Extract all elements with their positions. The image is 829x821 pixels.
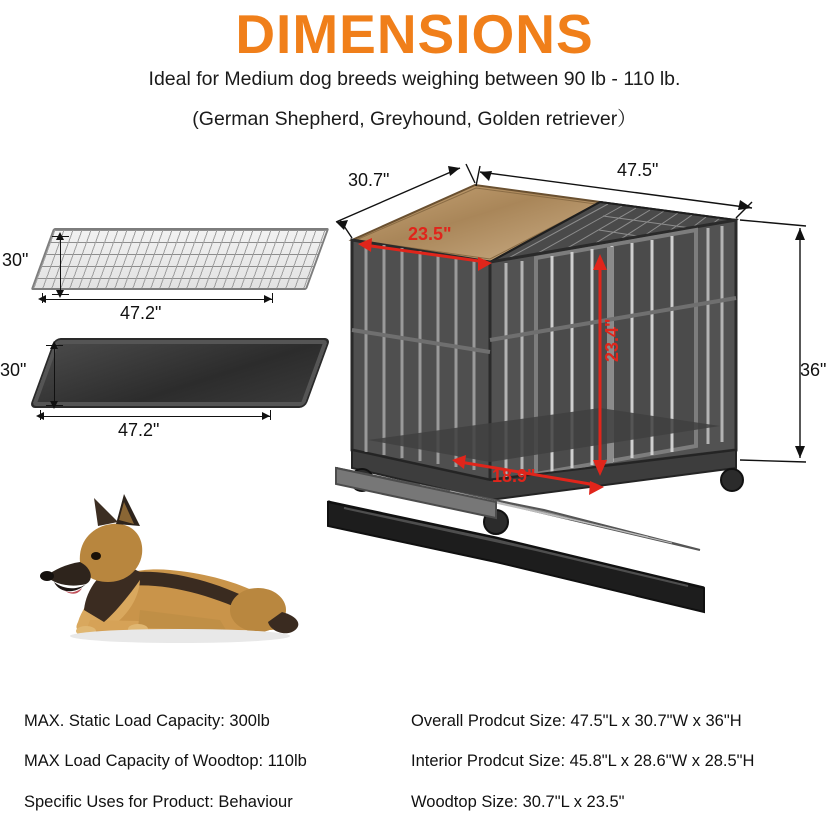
dog-crate-diagram [300, 150, 829, 670]
depth-arrow-right [448, 166, 460, 176]
wire-pan-height-tick-bottom [52, 294, 69, 295]
tray-height-tick-bottom [46, 405, 63, 406]
spec-left-2: MAX Load Capacity of Woodtop: 110lb [24, 752, 307, 770]
door-height-label: 23.4" [602, 318, 622, 362]
tray-length-arrow-right [262, 412, 270, 420]
wire-pan-length-arrow-right [264, 295, 272, 303]
caster-wheel-right [721, 469, 743, 491]
wire-pan-height-tick-top [52, 236, 69, 237]
cage-height-label: 36" [800, 360, 827, 380]
cage-depth-label: 30.7" [348, 170, 390, 190]
wire-pan-length-tick-left [42, 293, 43, 303]
subtitle-line-1: Ideal for Medium dog breeds weighing between 90 lb - 110 lb. [148, 68, 681, 90]
page-title: DIMENSIONS [235, 3, 594, 65]
spec-right-3: Woodtop Size: 30.7"L x 23.5" [411, 793, 625, 811]
wire-floor-grid-part [31, 228, 330, 290]
woodtop-depth-label: 23.5" [408, 224, 452, 244]
spec-right-2: Interior Prodcut Size: 45.8"L x 28.6"W x 28.5"H [411, 752, 755, 770]
plastic-tray-part [29, 338, 330, 408]
spec-left-3: Specific Uses for Product: Behaviour [24, 793, 293, 811]
dog-photo [20, 470, 310, 670]
subtitle-line-2: (German Shepherd, Greyhound, Golden retriever） [192, 108, 637, 130]
cage-width-label: 47.5" [617, 160, 659, 180]
wire-pan-height-label: 30" [2, 250, 29, 270]
height-arrow-top [795, 228, 805, 240]
wire-pan-height-dimension-line [60, 236, 61, 294]
wire-pan-length-tick-right [272, 293, 273, 303]
tray-length-tick-left [40, 410, 41, 420]
wire-pan-length-dimension-line [42, 299, 272, 300]
spec-right-1: Overall Prodcut Size: 47.5"L x 30.7"W x 36"H [411, 712, 742, 730]
tray-length-tick-right [270, 410, 271, 420]
height-dimension [740, 220, 806, 462]
height-arrow-bottom [795, 446, 805, 458]
tray-height-dimension-line [54, 345, 55, 405]
tray-length-label: 47.2" [118, 420, 160, 440]
spec-left-1: MAX. Static Load Capacity: 300lb [24, 712, 270, 730]
tray-height-label: 30" [0, 360, 27, 380]
wire-pan-length-label: 47.2" [120, 303, 162, 323]
tray-height-tick-top [46, 345, 63, 346]
dog-illustration [20, 470, 310, 670]
tray-length-dimension-line [40, 416, 270, 417]
width-arrow-left [480, 171, 492, 181]
door-width-label: 18.9" [492, 466, 536, 486]
